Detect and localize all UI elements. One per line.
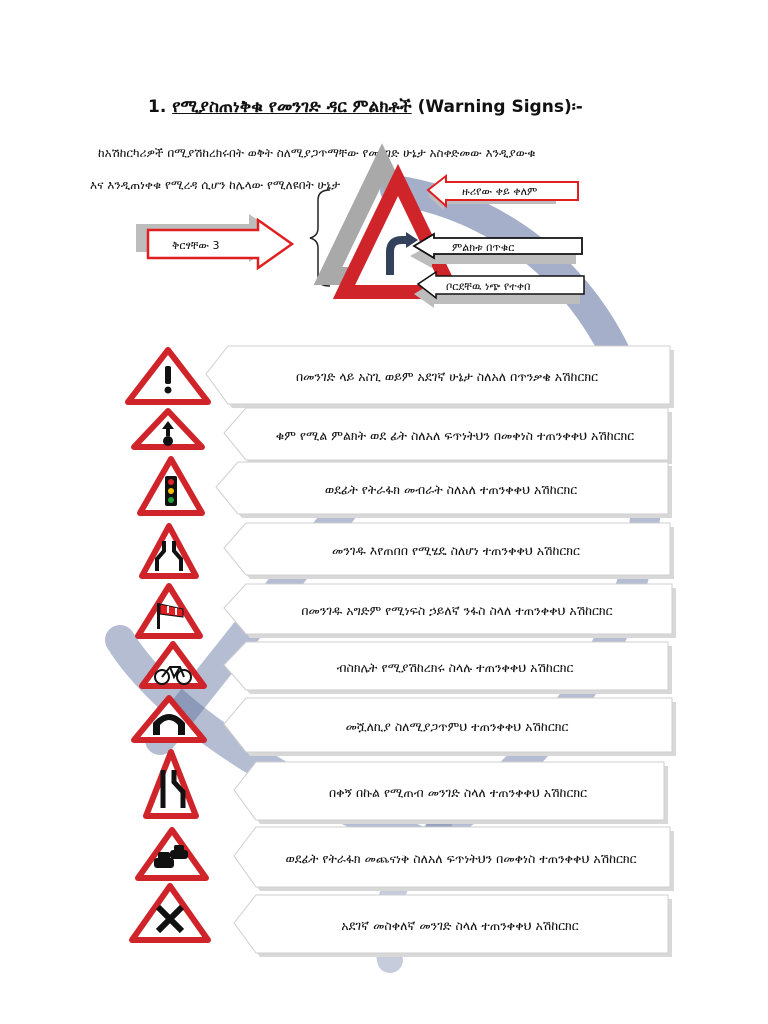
sign-description: መሿለኪያ ስለሚያጋጥምህ ተጠንቀቀህ አሽከርክር bbox=[345, 718, 569, 734]
shape-arrow-label: ቅርፃቸው 3 bbox=[172, 239, 220, 252]
sign-description: በመንገድ ላይ አስጊ ወይም አደገኛ ሁኔታ ስለአለ በጥንቃቄ አሽከርክር bbox=[295, 368, 599, 384]
sign-description: ወደፊት የትራፋክ መብራት ስለአለ ተጠንቀቀህ አሽከርክር bbox=[324, 481, 578, 497]
road-narrows-icon bbox=[138, 522, 200, 580]
sign-description: መንገዱ እየጠበበ የሚሄዴ ስለሆነ ተጠንቀቀህ አሽከርክር bbox=[332, 542, 580, 558]
sign-description: ቁም የሚል ምልክት ወደ ፊት ስለአለ ፍጥነትህን በመቀነስ ተጠንቀቀህ አሽከርክር bbox=[275, 427, 635, 443]
windsock-icon bbox=[134, 582, 204, 640]
sign-anatomy-diagram bbox=[0, 0, 768, 330]
border-white-label: ቦርደቸዉ ነጭ የተቀበ bbox=[446, 280, 531, 293]
shape-arrow bbox=[136, 214, 292, 268]
sign-description: በመንገዱ አግድም የሚነፍስ ኃይለኛ ንፋስ ስላለ ተጠንቀቀህ አሽከርክር bbox=[301, 602, 613, 618]
heading-title-amharic: የሚያስጠነቅቁ የመንገድ ዳር ምልክቶች bbox=[172, 97, 412, 117]
intro-line-1: ከአሽከርካሪዎች በሚያሽከረክሩበት ወቅት ስለሚያጋጥማቸው የመንገድ ሁኔታ አስቀድመው እንዲያውቁ bbox=[98, 146, 536, 160]
sign-description: በቀኝ በኩል የሚጠብ መንገድ ስላለ ተጠንቀቀህ አሽከርክር bbox=[328, 784, 588, 800]
border-white-arrow bbox=[414, 272, 584, 308]
exclamation-icon bbox=[124, 346, 212, 406]
symbol-color-label: ምልክቱ በጥቁር bbox=[452, 241, 515, 254]
example-warning-sign bbox=[328, 164, 452, 292]
symbol-color-arrow bbox=[410, 234, 582, 268]
heading-number: 1. bbox=[148, 97, 167, 117]
sign-description: ወደፊት የትራፋክ መጨናነቅ ስለአለ ፍጥነትህን በመቀነስ ተጠንቀቀህ አሽከርክር bbox=[285, 850, 637, 866]
bicycle-icon bbox=[138, 640, 208, 690]
border-color-label: ዙሪየው ቀይ ቀለም bbox=[462, 185, 538, 198]
intro-line-2: እና እንዲጠነቀቁ የሚረዳ ሲሆን ከሌላው የሚለዩበት ሁኔታ bbox=[90, 178, 341, 192]
traffic-queue-icon bbox=[134, 826, 210, 882]
border-color-arrow bbox=[428, 176, 578, 210]
road-narrows-right-icon bbox=[142, 748, 200, 820]
sign-description: ብስክሌት የሚያሽከረክሩ ስላሉ ተጠንቀቀህ አሽከርክር bbox=[336, 659, 574, 675]
tunnel-icon bbox=[130, 694, 208, 744]
crossroads-icon bbox=[128, 882, 212, 944]
priority-oncoming-icon bbox=[130, 407, 206, 451]
heading-title-english: (Warning Signs)፡- bbox=[417, 97, 583, 117]
traffic-light-icon bbox=[136, 455, 206, 517]
sign-description: አደገኛ መስቀለኛ መንገድ ስላለ ተጠንቀቀህ አሽከርክር bbox=[341, 917, 579, 933]
